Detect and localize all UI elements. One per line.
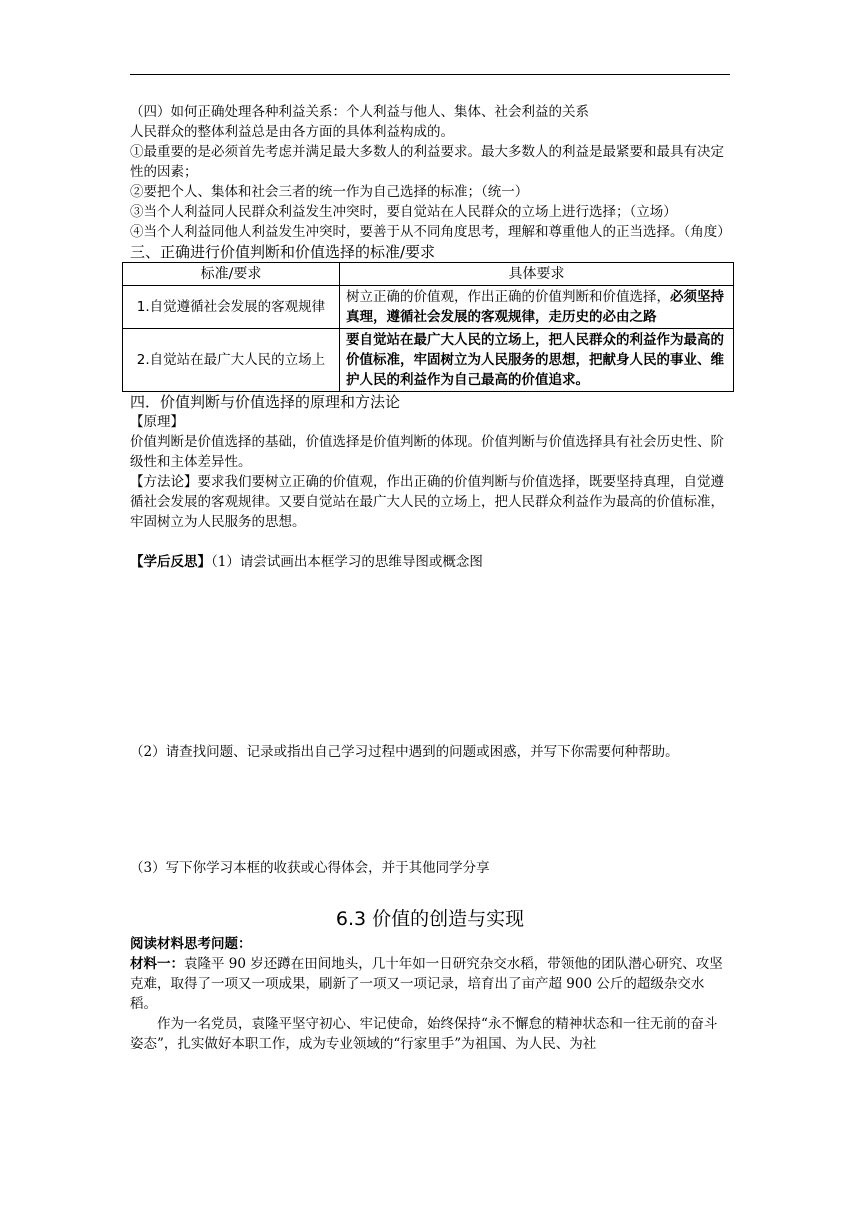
requirement-text-bold: 必须坚持真理，遵循社会发展的客观规律，走历史的必由之路	[346, 289, 724, 325]
reflection-label: 【学后反思】	[130, 554, 211, 570]
table-header-row	[123, 263, 734, 286]
material-label: 材料一：	[130, 956, 184, 972]
table-cell-requirement	[340, 286, 734, 329]
method-paragraph	[130, 472, 730, 532]
method-text: 要求我们要树立正确的价值观，作出正确的价值判断与价值选择，既要坚持真理，自觉遵循社会发展的客观规律。又要自觉站在最广大人民的立场上，把人民群众利益作为最高的价值标准，牢固树立为人民服务的思想。	[130, 474, 724, 530]
lesson-title: 6.3 价值的创造与实现	[335, 908, 525, 930]
requirement-text-bold: 要自觉站在最广大人民的立场上，把人民群众的利益作为最高的价值标准，牢固树立为人民服务的思想，把献身人民的事业、维护人民的利益作为自己最高的价值追求。	[346, 332, 724, 388]
reflection-paragraph	[130, 552, 730, 572]
page-content	[130, 102, 730, 1054]
list-item: ④当个人利益同他人利益发生冲突时，要善于从不同角度思考，理解和尊重他人的正当选择。（角度）	[130, 224, 731, 240]
table-cell-standard: 2.自觉站在最广大人民的立场上	[123, 329, 340, 392]
material-text: 袁隆平 90 岁还蹲在田间地头，几十年如一日研究杂交水稻，带领他的团队潜心研究、攻坚克难，取得了一项又一项成果，刷新了一项又一项记录，培育出了亩产超 900 公斤的超级杂交水稻。	[130, 956, 723, 1012]
table-row	[123, 329, 734, 392]
method-label: 【方法论】	[130, 474, 198, 490]
section-heading-standards: 三、正确进行价值判断和价值选择的标准/要求	[130, 243, 436, 261]
requirement-text: 树立正确的价值观，作出正确的价值判断和价值选择，	[346, 289, 670, 305]
material-paragraph: 作为一名党员，袁隆平坚守初心、牢记使命，始终保持“永不懈怠的精神状态和一往无前的奋斗姿态”，扎实做好本职工作，成为专业领域的“行家里手”为祖国、为人民、为社	[130, 1016, 718, 1052]
section-heading-principle-method: 四．价值判断与价值选择的原理和方法论	[130, 393, 401, 411]
table-header-cell: 标准/要求	[123, 263, 340, 286]
principle-label: 【原理】	[130, 414, 184, 430]
material-paragraph	[130, 954, 730, 1014]
list-item: ①最重要的是必须首先考虑并满足最大多数人的利益要求。最大多数人的利益是最紧要和最具有决定性的因素；	[130, 144, 724, 180]
reflection-question: （3）写下你学习本框的收获或心得体会，并于其他同学分享	[130, 860, 490, 876]
table-header-cell: 具体要求	[340, 263, 734, 286]
principle-text: 价值判断是价值选择的基础，价值选择是价值判断的体现。价值判断与价值选择具有社会历史性、阶级性和主体差异性。	[130, 434, 724, 470]
header-rule	[130, 74, 730, 75]
reflection-question: （2）请查找问题、记录或指出自己学习过程中遇到的问题或困惑，并写下你需要何种帮助。	[130, 744, 679, 760]
list-item: ③当个人利益同人民群众利益发生冲突时，要自觉站在人民群众的立场上进行选择；（立场）	[130, 204, 677, 220]
table-row	[123, 286, 734, 329]
paragraph-intro: 人民群众的整体利益总是由各方面的具体利益构成的。	[130, 124, 454, 140]
table-cell-standard: 1.自觉遵循社会发展的客观规律	[123, 286, 340, 329]
standards-table	[122, 262, 734, 392]
section-heading-interest-relations: （四）如何正确处理各种利益关系：个人利益与他人、集体、社会利益的关系	[130, 104, 589, 120]
reflection-question: （1）请尝试画出本框学习的思维导图或概念图	[211, 554, 483, 570]
list-item: ②要把个人、集体和社会三者的统一作为自己选择的标准；（统一）	[130, 184, 529, 200]
table-cell-requirement	[340, 329, 734, 392]
reading-heading: 阅读材料思考问题：	[130, 936, 252, 952]
